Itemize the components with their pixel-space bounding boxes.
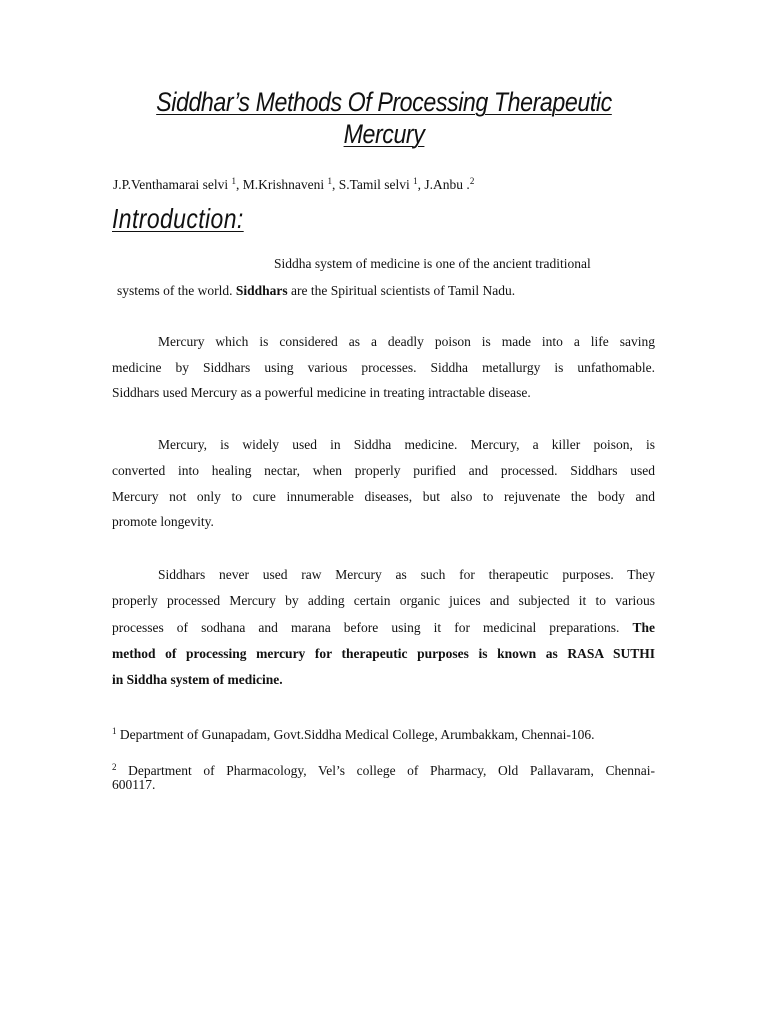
footnote-2-text: Department of Pharmacology, Vel’s college of Pharmacy, Old Pallavaram, Chennai- <box>128 763 655 778</box>
author-2: , M.Krishnaveni <box>235 177 325 192</box>
author-1-affiliation: 1 <box>231 176 236 186</box>
paragraph-1-line-1: Siddha system of medicine is one of the ancient traditional <box>274 256 591 271</box>
author-3: , S.Tamil selvi <box>331 177 410 192</box>
paper-title-line-2: Mercury <box>343 119 425 149</box>
footnote-2-mark: 2 <box>112 762 117 772</box>
paragraph-1-text-b: are the Spiritual scientists of Tamil Nadu. <box>291 283 516 298</box>
author-list <box>113 172 474 194</box>
paper-title-line-1: Siddhar’s Methods Of Processing Therapeutic <box>156 87 612 117</box>
footnote-2 <box>112 758 655 780</box>
author-4-affiliation: 2 <box>469 176 475 186</box>
paragraph-3-line-1: Mercury, is widely used in Siddha medicine. Mercury, a killer poison, is <box>158 437 655 452</box>
footnote-1-text: Department of Gunapadam, Govt.Siddha Medical College, Arumbakkam, Chennai-106. <box>119 727 595 742</box>
footnote-1 <box>112 722 595 744</box>
paragraph-1-line-2 <box>117 282 515 300</box>
section-heading: Introduction: <box>112 203 244 234</box>
paragraph-2-line-2: medicine by Siddhars using various processes. Siddha metallurgy is unfathomable. <box>112 360 655 375</box>
paragraph-1-emphasis: Siddhars <box>235 283 288 298</box>
paragraph-3-line-3: Mercury not only to cure innumerable diseases, but also to rejuvenate the body and <box>112 489 655 504</box>
paragraph-3-line-4: promote longevity. <box>112 514 214 529</box>
paragraph-4-line-4: method of processing mercury for therapeutic purposes is known as RASA SUTHI <box>112 646 655 661</box>
paragraph-4-line-1: Siddhars never used raw Mercury as such for therapeutic purposes. They <box>158 567 655 582</box>
author-4: , J.Anbu . <box>417 177 470 192</box>
author-2-affiliation: 1 <box>327 176 332 186</box>
paragraph-4-text: processes of sodhana and marana before using it for medicinal preparations. <box>112 620 620 635</box>
author-1: J.P.Venthamarai selvi <box>113 177 229 192</box>
paragraph-4-line-5: in Siddha system of medicine. <box>112 672 283 687</box>
paragraph-1-text-a: systems of the world. <box>117 283 233 298</box>
paper-title <box>140 86 628 150</box>
paragraph-4-line-3 <box>112 619 655 637</box>
paragraph-3-line-2: converted into healing nectar, when properly purified and processed. Siddhars used <box>112 463 655 478</box>
author-3-affiliation: 1 <box>413 176 418 186</box>
paragraph-2-line-3: Siddhars used Mercury as a powerful medicine in treating intractable disease. <box>112 385 531 400</box>
footnote-1-mark: 1 <box>112 726 117 736</box>
paragraph-4-emphasis-start: The <box>632 620 656 635</box>
footnote-2-continuation: 600117. <box>112 777 156 792</box>
paragraph-4-line-2: properly processed Mercury by adding certain organic juices and subjected it to various <box>112 593 655 608</box>
paragraph-2-line-1: Mercury which is considered as a deadly poison is made into a life saving <box>158 334 655 349</box>
